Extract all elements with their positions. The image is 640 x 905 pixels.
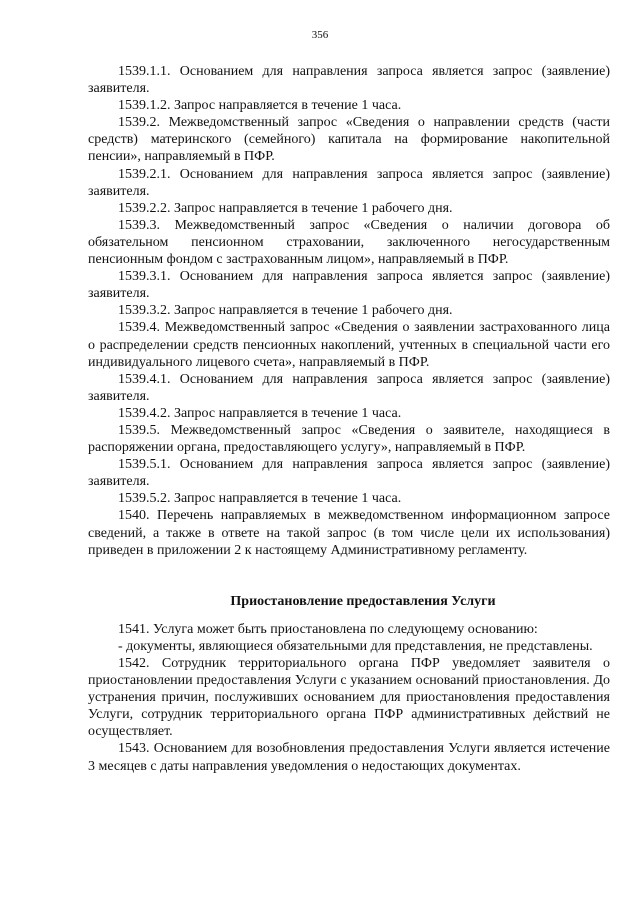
paragraph-1539-3-1: 1539.3.1. Основанием для направления запроса является запрос (заявление) заявителя. — [88, 269, 610, 302]
paragraph-1539-5: 1539.5. Межведомственный запрос «Сведения о заявителе, находящиеся в распоряжении органа, предоставляющего услугу», направляемый в ПФР. — [88, 422, 610, 456]
page-number: 356 — [311, 29, 329, 41]
paragraph-1539-4: 1539.4. Межведомственный запрос «Сведения о заявлении застрахованного лица о распределении средств пенсионных накоплений, учтенных в специальной части его индивидуального лицевого счета», направляемый в ПФР. — [88, 320, 610, 370]
paragraph-1539-4-2: 1539.4.2. Запрос направляется в течение 1 часа. — [118, 405, 402, 421]
paragraph-1539-5-1: 1539.5.1. Основанием для направления запроса является запрос (заявление) заявителя. — [88, 457, 610, 490]
section-heading: Приостановление предоставления Услуги — [230, 593, 496, 609]
paragraph-1539-2-1: 1539.2.1. Основанием для направления запроса является запрос (заявление) заявителя. — [88, 166, 610, 199]
paragraph-1543: 1543. Основанием для возобновления предоставления Услуги является истечение 3 месяцев с даты направления уведомления о недостающих документах. — [88, 741, 610, 774]
paragraph-1539-2: 1539.2. Межведомственный запрос «Сведения о направлении средств (части средств) материнского (семейного) капитала на формирование накопительной пенсии», направляемый в ПФР. — [88, 115, 610, 165]
paragraph-1539-1-2: 1539.1.2. Запрос направляется в течение 1 часа. — [118, 98, 402, 114]
document-body — [88, 63, 610, 775]
paragraph-1539-5-2: 1539.5.2. Запрос направляется в течение 1 часа. — [118, 491, 402, 507]
paragraph-1541-item: - документы, являющиеся обязательными для представления, не представлены. — [118, 638, 593, 654]
paragraph-1539-3-2: 1539.3.2. Запрос направляется в течение 1 рабочего дня. — [118, 303, 453, 319]
paragraph-1541: 1541. Услуга может быть приостановлена по следующему основанию: — [118, 621, 538, 637]
paragraph-1539-2-2: 1539.2.2. Запрос направляется в течение 1 рабочего дня. — [118, 200, 453, 216]
paragraph-1540: 1540. Перечень направляемых в межведомственном информационном запросе сведений, а также в ответе на такой запрос (в том числе цели их использования) приведен в приложении 2 к настоящему Административному регламенту. — [88, 508, 610, 558]
paragraph-1539-4-1: 1539.4.1. Основанием для направления запроса является запрос (заявление) заявителя. — [88, 371, 610, 404]
paragraph-1539-3: 1539.3. Межведомственный запрос «Сведения о наличии договора об обязательном пенсионном страховании, заключенного негосударственным пенсионным фондом с застрахованным лицом», направляемый в ПФР. — [88, 217, 610, 268]
paragraph-1542: 1542. Сотрудник территориального органа ПФР уведомляет заявителя о приостановлении предоставления Услуги с указанием оснований приостановления. До устранения причин, послуживших основанием для приостановления предоставления Услуги, сотрудник территориального органа ПФР административных действий не осуществляет. — [88, 656, 610, 740]
paragraph-1539-1-1: 1539.1.1. Основанием для направления запроса является запрос (заявление) заявителя. — [88, 64, 610, 97]
